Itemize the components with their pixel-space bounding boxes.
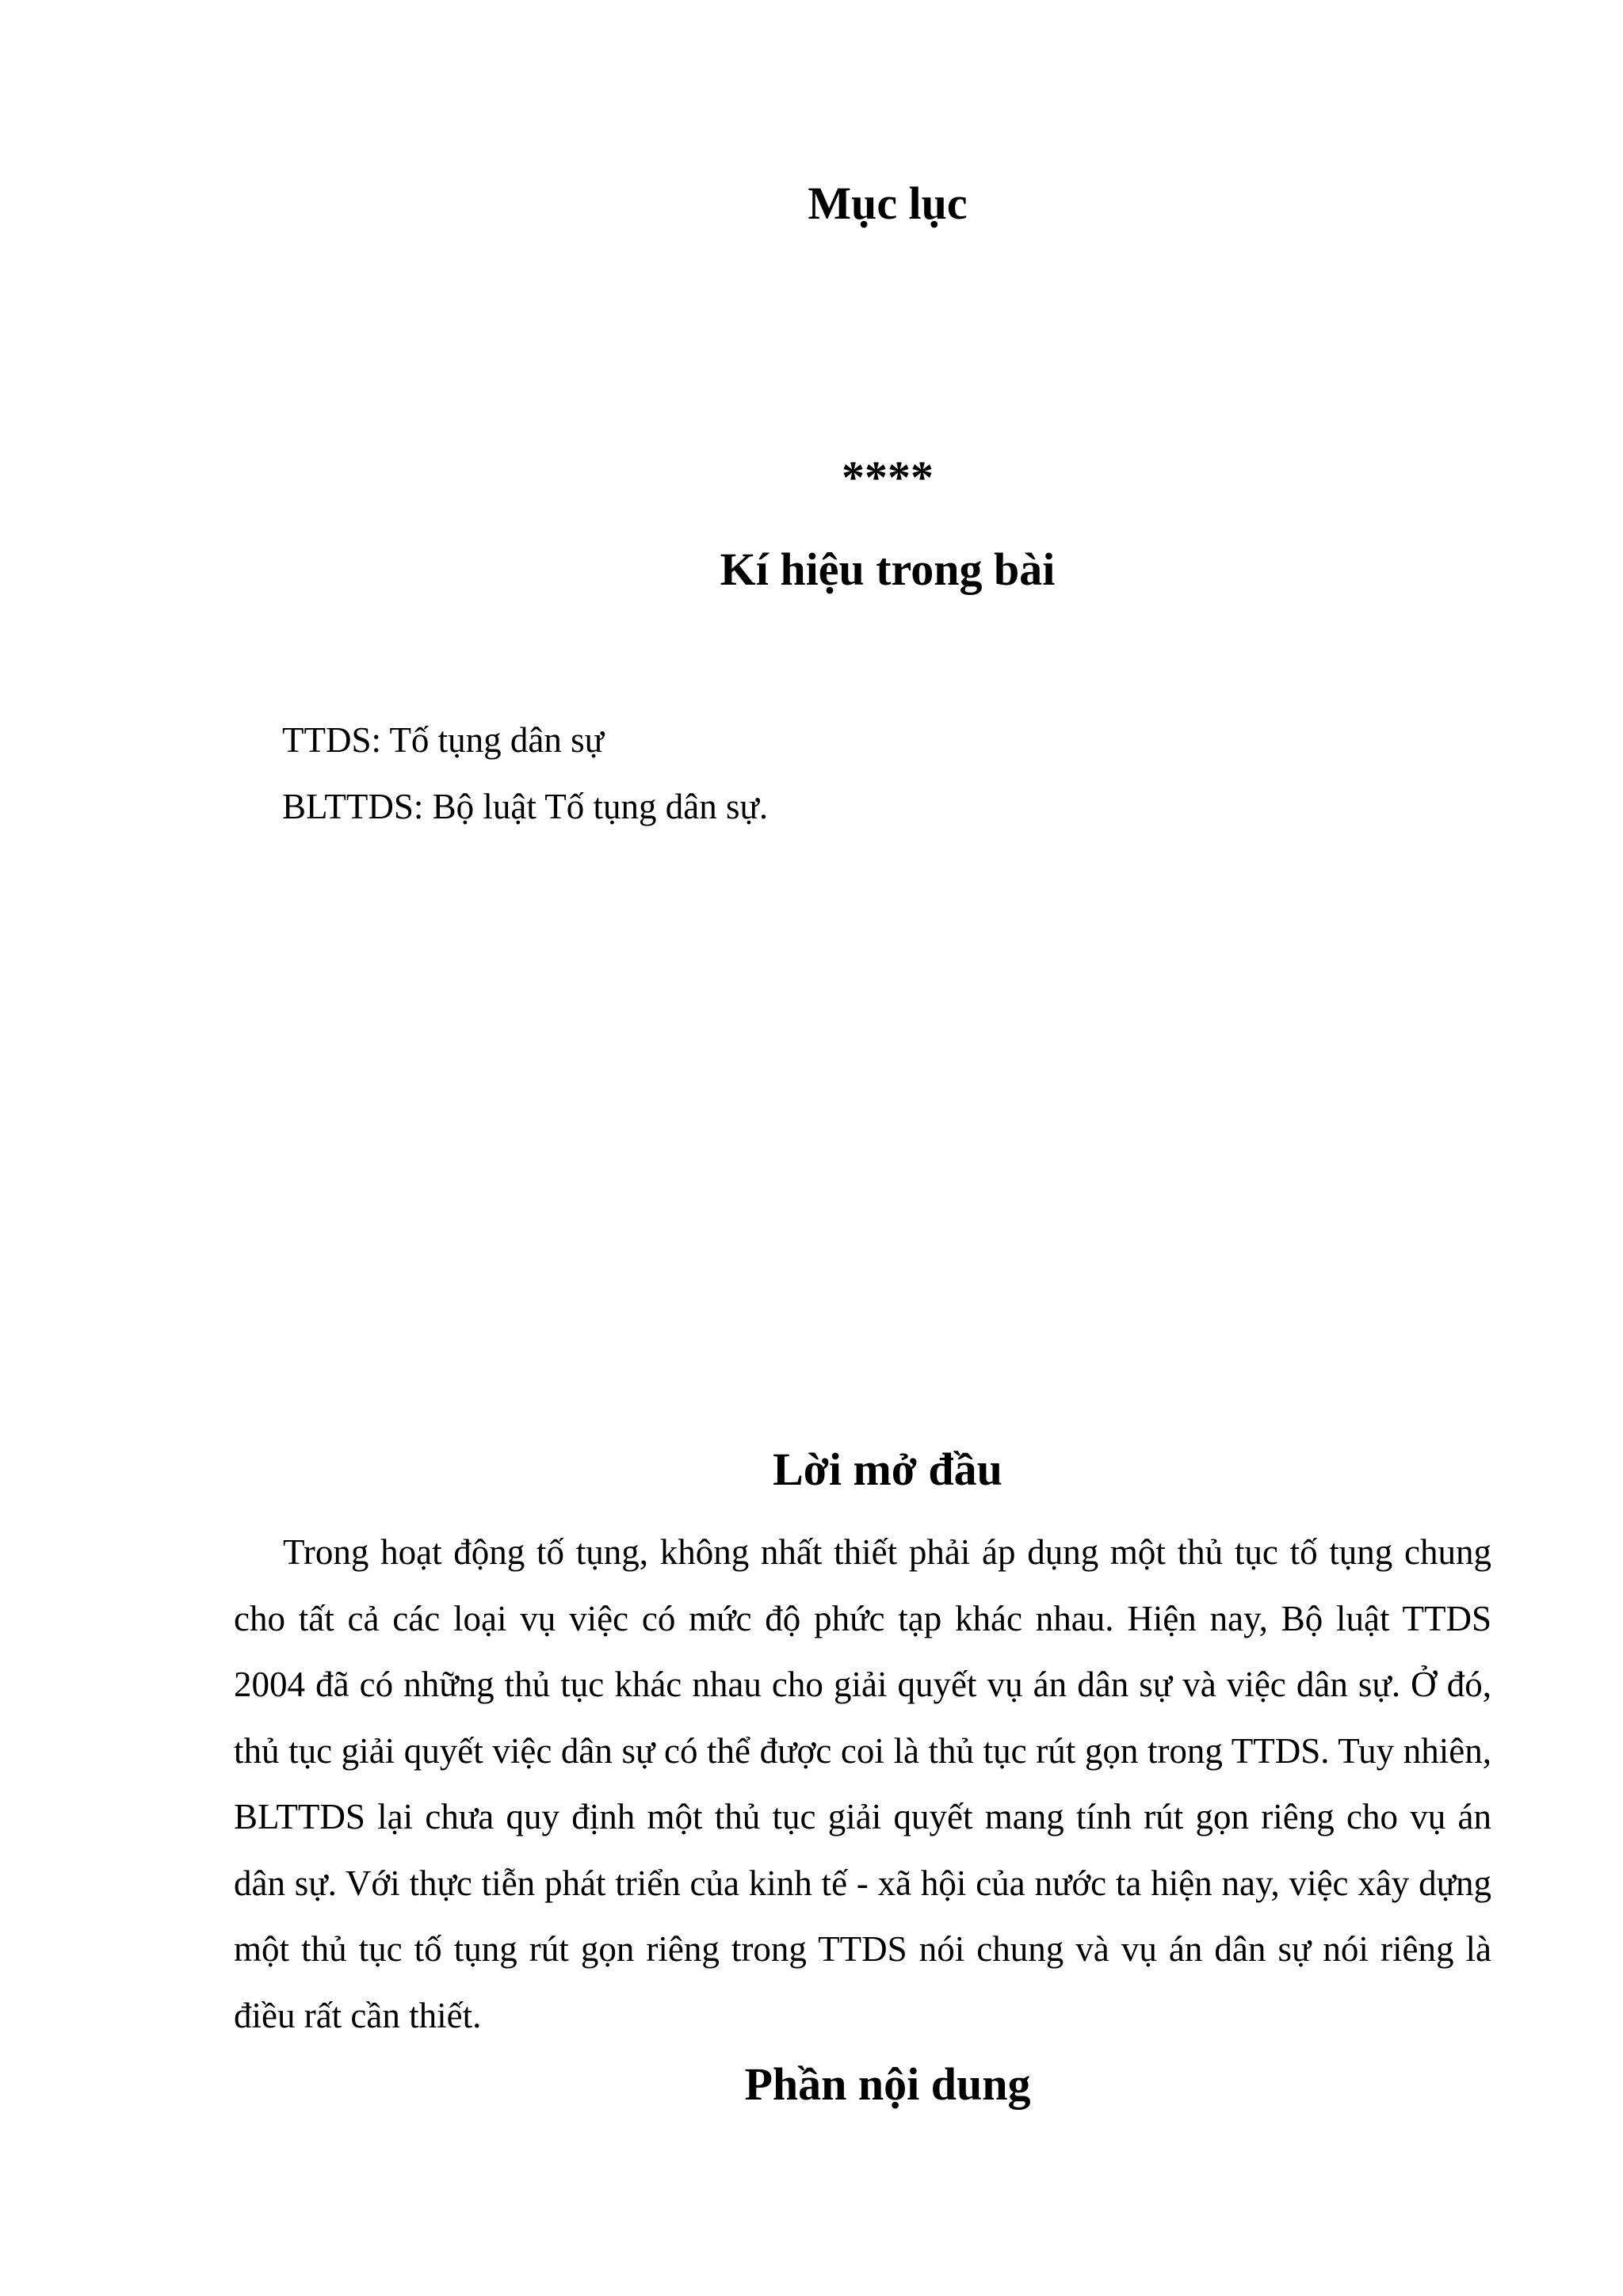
intro-title: Lời mở đầu (773, 1444, 1002, 1495)
abbreviation-list (282, 707, 1471, 840)
toc-title: Mục lục (808, 177, 968, 229)
content-title: Phần nội dung (744, 2058, 1031, 2110)
abbreviation-item: BLTTDS: Bộ luật Tố tụng dân sự. (282, 787, 769, 826)
symbols-title: Kí hiệu trong bài (720, 543, 1056, 595)
intro-paragraph: Trong hoạt động tố tụng, không nhất thiết phải áp dụng một thủ tục tố tụng chung cho tất cả các loại vụ việc có mức độ phức tạp khác nhau. Hiện nay, Bộ luật TTDS 2004 đã có những thủ tục khác nhau cho giải quyết vụ án dân sự và việc dân sự. Ở đó, thủ tục giải quyết việc dân sự có thể được coi là thủ tục rút gọn trong TTDS. Tuy nhiên, BLTTDS lại chưa quy định một thủ tục giải quyết mang tính rút gọn riêng cho vụ án dân sự. Với thực tiễn phát triển của kinh tế - xã hội của nước ta hiện nay, việc xây dựng một thủ tục tố tụng rút gọn riêng trong TTDS nói chung và vụ án dân sự nói riêng là điều rất cần thiết. (234, 1532, 1491, 2035)
section-separator: **** (842, 452, 934, 503)
abbreviation-item: TTDS: Tố tụng dân sự (282, 720, 605, 760)
